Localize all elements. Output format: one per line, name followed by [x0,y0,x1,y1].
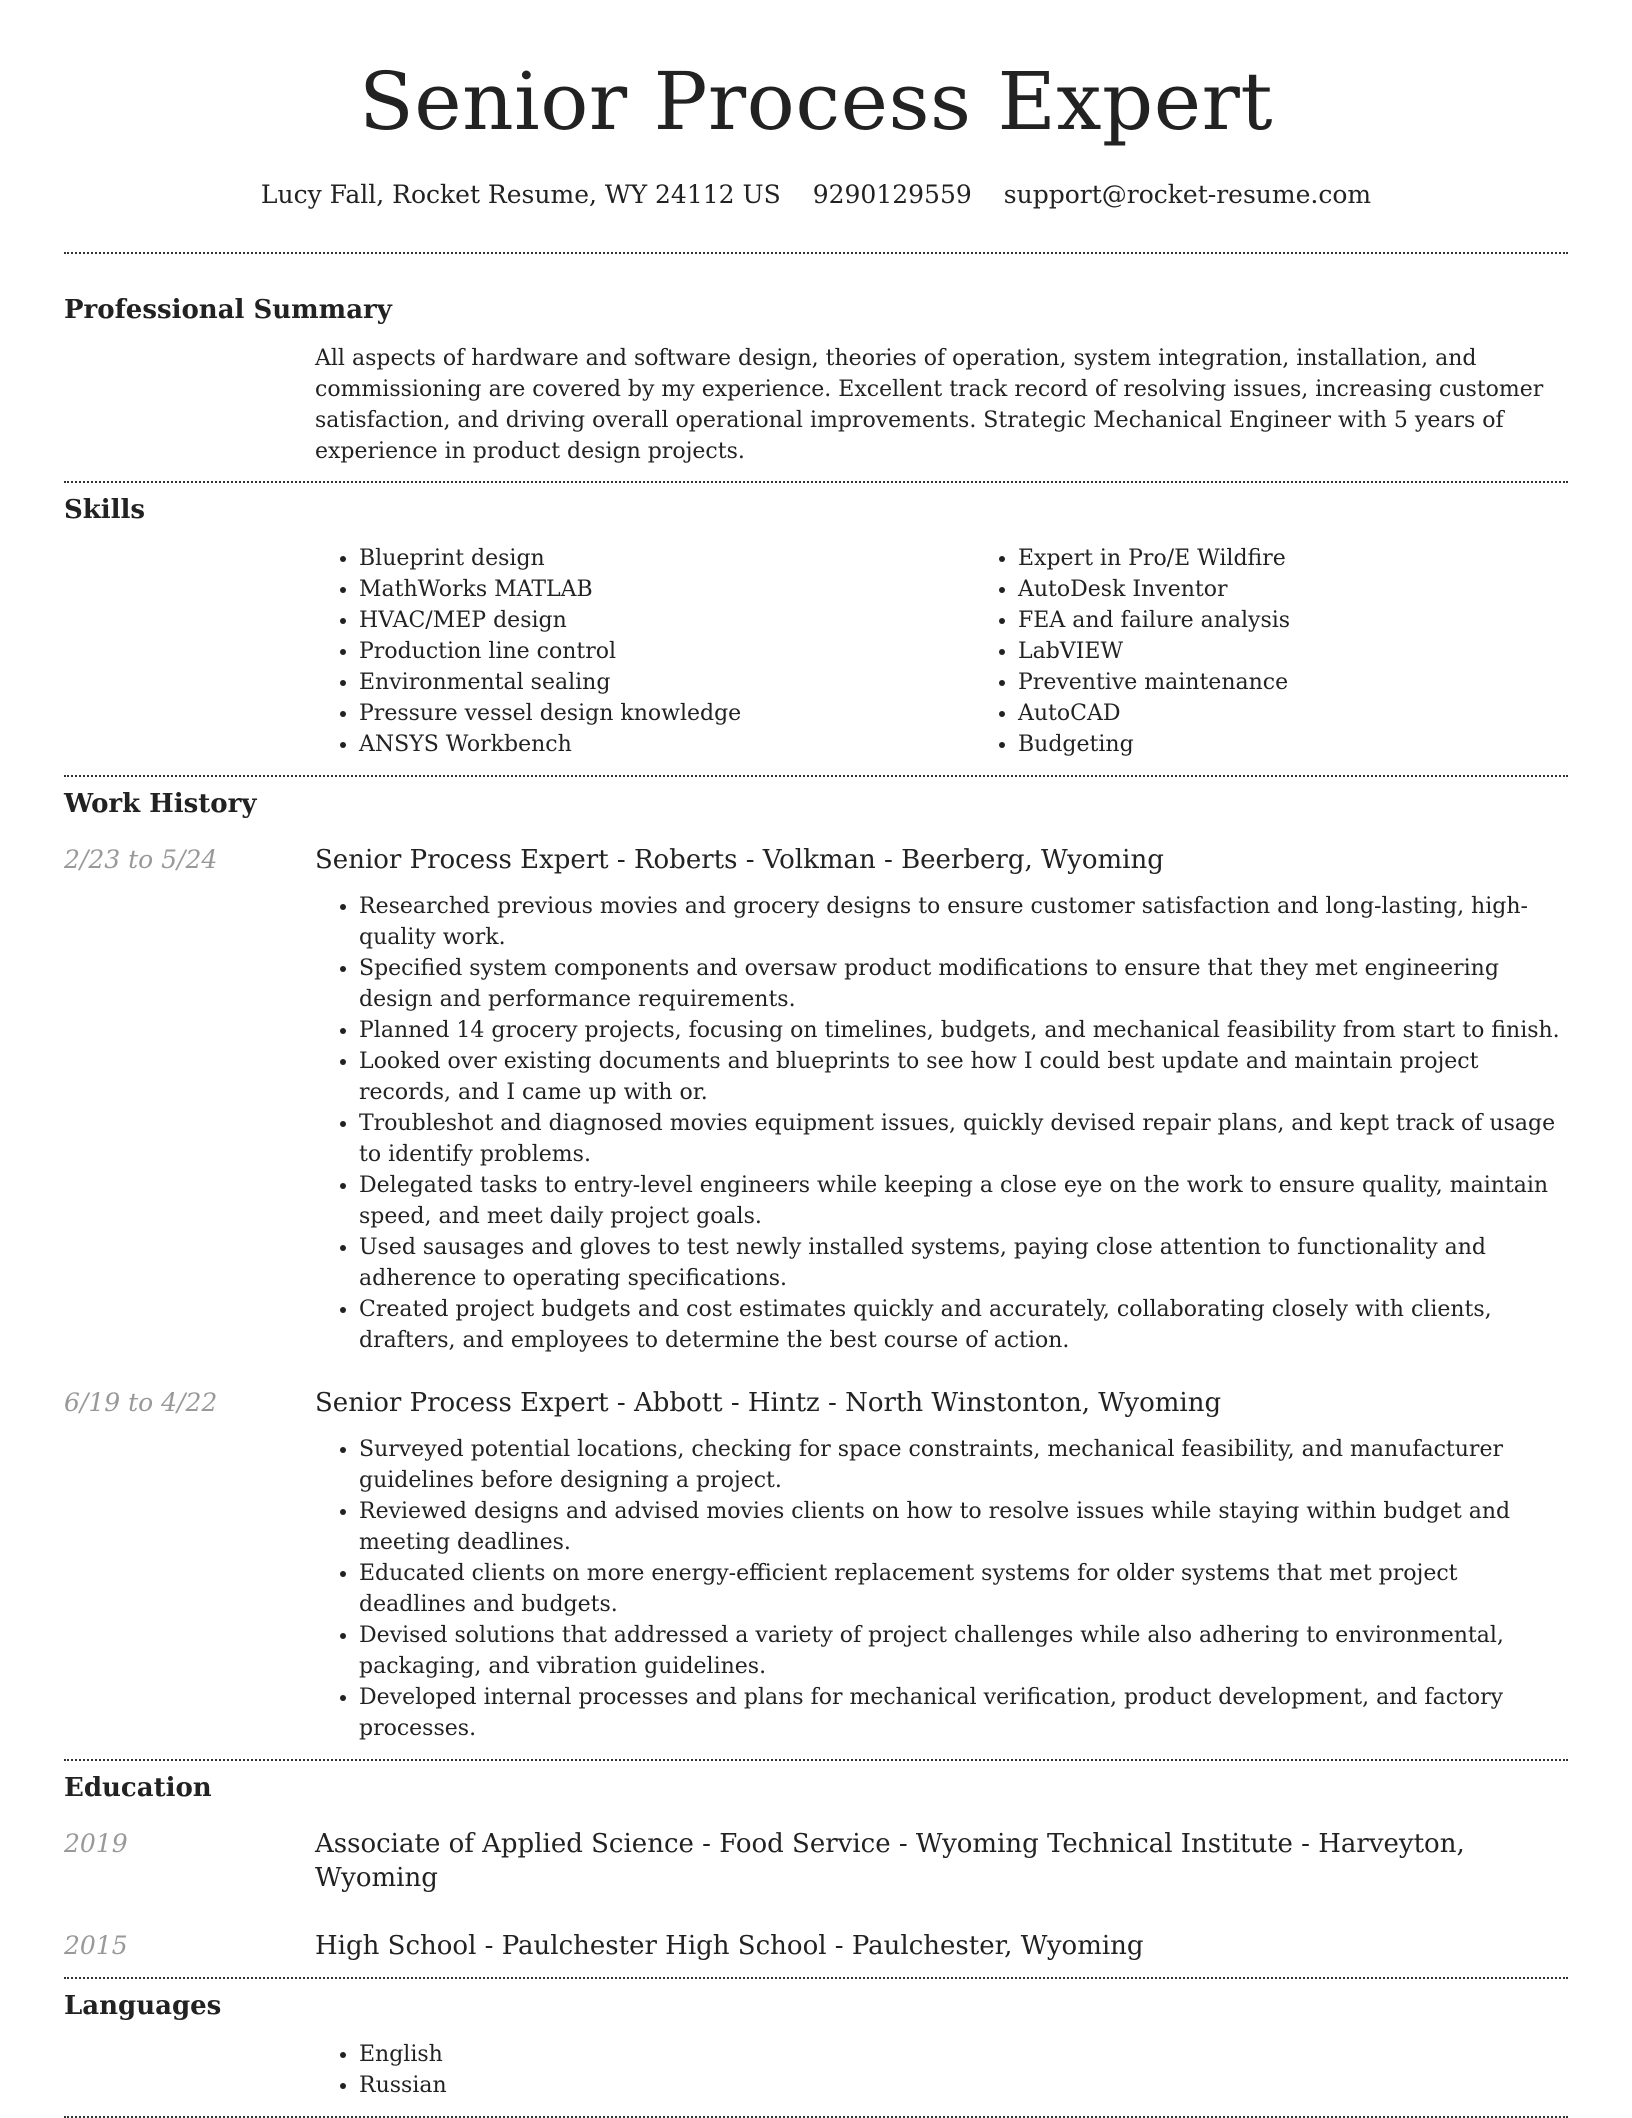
divider [64,1977,1568,1979]
job-bullet: • Planned 14 grocery projects, focusing on timelines, budgets, and mechanical feasibility from start to finish. [359,1015,1568,1046]
skills-list-left [315,543,974,760]
job-bullet: • Specified system components and oversaw product modifications to ensure that they met engineering design and performance requirements. [359,953,1568,1015]
skill-item: • HVAC/MEP design [359,605,974,636]
job-entry [64,843,1568,1356]
skill-item: • FEA and failure analysis [1018,605,1632,636]
skill-item: • Blueprint design [359,543,974,574]
skill-item: • AutoDesk Inventor [1018,574,1632,605]
skill-item: • MathWorks MATLAB [359,574,974,605]
work-section [64,787,1568,1744]
job-bullets [315,891,1568,1356]
job-bullet: • Used sausages and gloves to test newly installed systems, paying close attention to functionality and adherence to operating specifications. [359,1232,1568,1294]
skills-section [64,493,1568,760]
contact-line [64,178,1568,212]
job-bullet: • Developed internal processes and plans for mechanical verification, product development, and factory processes. [359,1682,1568,1744]
skill-item: • Budgeting [1018,729,1632,760]
skills-heading: Skills [64,495,146,525]
job-bullet: • Looked over existing documents and blueprints to see how I could best update and maintain project records, and I came up with or. [359,1046,1568,1108]
skill-item: • Preventive maintenance [1018,667,1632,698]
education-entry [64,1827,1568,1895]
resume-header [64,0,1568,212]
divider [64,481,1568,483]
education-title: High School - Paulchester High School - Paulchester, Wyoming [315,1931,1144,1961]
divider [64,775,1568,777]
education-section [64,1771,1568,1963]
job-bullet: • Created project budgets and cost estimates quickly and accurately, collaborating closely with clients, drafters, and employees to determine the best course of action. [359,1294,1568,1356]
education-year: 2015 [64,1931,128,1960]
language-item: • Russian [359,2070,1568,2101]
skill-item: • Production line control [359,636,974,667]
contact-phone: 9290129559 [812,180,972,209]
job-bullet: • Delegated tasks to entry-level engineers while keeping a close eye on the work to ensure quality, maintain speed, and meet daily project goals. [359,1170,1568,1232]
job-title: Senior Process Expert - Roberts - Volkman - Beerberg, Wyoming [315,845,1164,875]
job-bullet: • Educated clients on more energy-efficient replacement systems for older systems that met project deadlines and budgets. [359,1558,1568,1620]
resume-title: Senior Process Expert [359,55,1273,148]
education-heading: Education [64,1773,212,1803]
divider [64,252,1568,254]
skill-item: • Environmental sealing [359,667,974,698]
job-dates: 2/23 to 5/24 [64,845,218,874]
contact-email[interactable]: support@rocket-resume.com [1003,180,1372,209]
skill-item: • Pressure vessel design knowledge [359,698,974,729]
languages-list [315,2039,1568,2101]
skill-item: • AutoCAD [1018,698,1632,729]
job-bullet: • Researched previous movies and grocery designs to ensure customer satisfaction and long-lasting, high-quality work. [359,891,1568,953]
education-year: 2019 [64,1829,128,1858]
summary-heading: Professional Summary [64,295,392,325]
divider [64,1759,1568,1761]
summary-text: All aspects of hardware and software design, theories of operation, system integration, installation, and commissioning are covered by my experience. Excellent track record of resolving issues, increasing customer satisfaction, and driving overall operational improvements. Strategic Mechanical Engineer with 5 years of experience in product design projects. [315,346,1544,464]
job-bullet: • Reviewed designs and advised movies clients on how to resolve issues while staying within budget and meeting deadlines. [359,1496,1568,1558]
language-item: • English [359,2039,1568,2070]
job-entry [64,1386,1568,1744]
job-bullet: • Surveyed potential locations, checking for space constraints, mechanical feasibility, and manufacturer guidelines before designing a project. [359,1434,1568,1496]
skills-list-right [974,543,1632,760]
education-entry [64,1929,1568,1963]
skill-item: • LabVIEW [1018,636,1632,667]
languages-section [64,1989,1568,2101]
summary-section [64,293,1568,467]
job-title: Senior Process Expert - Abbott - Hintz - North Winstonton, Wyoming [315,1388,1222,1418]
job-bullets [315,1434,1568,1744]
work-heading: Work History [64,789,257,819]
skill-item: • Expert in Pro/E Wildfire [1018,543,1632,574]
education-title: Associate of Applied Science - Food Service - Wyoming Technical Institute - Harveyton, Wyoming [315,1829,1465,1893]
job-dates: 6/19 to 4/22 [64,1388,218,1417]
job-bullet: • Devised solutions that addressed a variety of project challenges while also adhering to environmental, packaging, and vibration guidelines. [359,1620,1568,1682]
job-bullet: • Troubleshot and diagnosed movies equipment issues, quickly devised repair plans, and kept track of usage to identify problems. [359,1108,1568,1170]
contact-address: Lucy Fall, Rocket Resume, WY 24112 US [260,180,781,209]
languages-heading: Languages [64,1991,222,2021]
skill-item: • ANSYS Workbench [359,729,974,760]
